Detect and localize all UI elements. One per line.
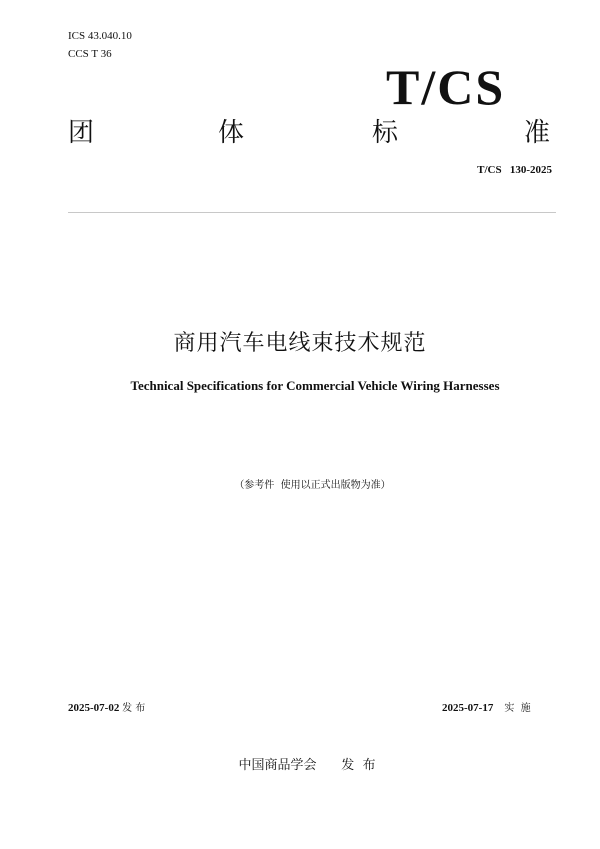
document-title-english: Technical Specifications for Commercial Vehicle Wiring Harnesses	[130, 378, 500, 393]
standard-number: T/CS 130-2025	[477, 164, 552, 176]
ics-code: ICS 43.040.10	[68, 30, 132, 42]
standard-type-char-4: 准	[524, 118, 551, 148]
implement-label: 实 施	[504, 703, 531, 714]
implement-date: 2025-07-17	[442, 702, 494, 714]
document-title-chinese: 商用汽车电线束技术规范	[173, 331, 427, 356]
publisher-label: 发 布	[341, 758, 376, 773]
standard-type-char-1: 团	[68, 118, 95, 148]
standard-type-char-2: 体	[218, 118, 245, 148]
standard-type-char-3: 标	[372, 118, 399, 148]
publisher-name: 中国商品学会	[238, 758, 317, 773]
implement-date-block	[442, 702, 531, 715]
publisher-line	[0, 758, 600, 774]
publish-label: 发 布	[122, 703, 146, 714]
standard-logo: T/CS	[386, 59, 506, 115]
header-divider	[68, 212, 556, 213]
reference-note: （参考件 使用以正式出版物为准）	[234, 480, 391, 491]
publish-date: 2025-07-02	[68, 702, 120, 714]
publish-date-block	[68, 702, 145, 715]
ccs-code: CCS T 36	[68, 48, 112, 60]
